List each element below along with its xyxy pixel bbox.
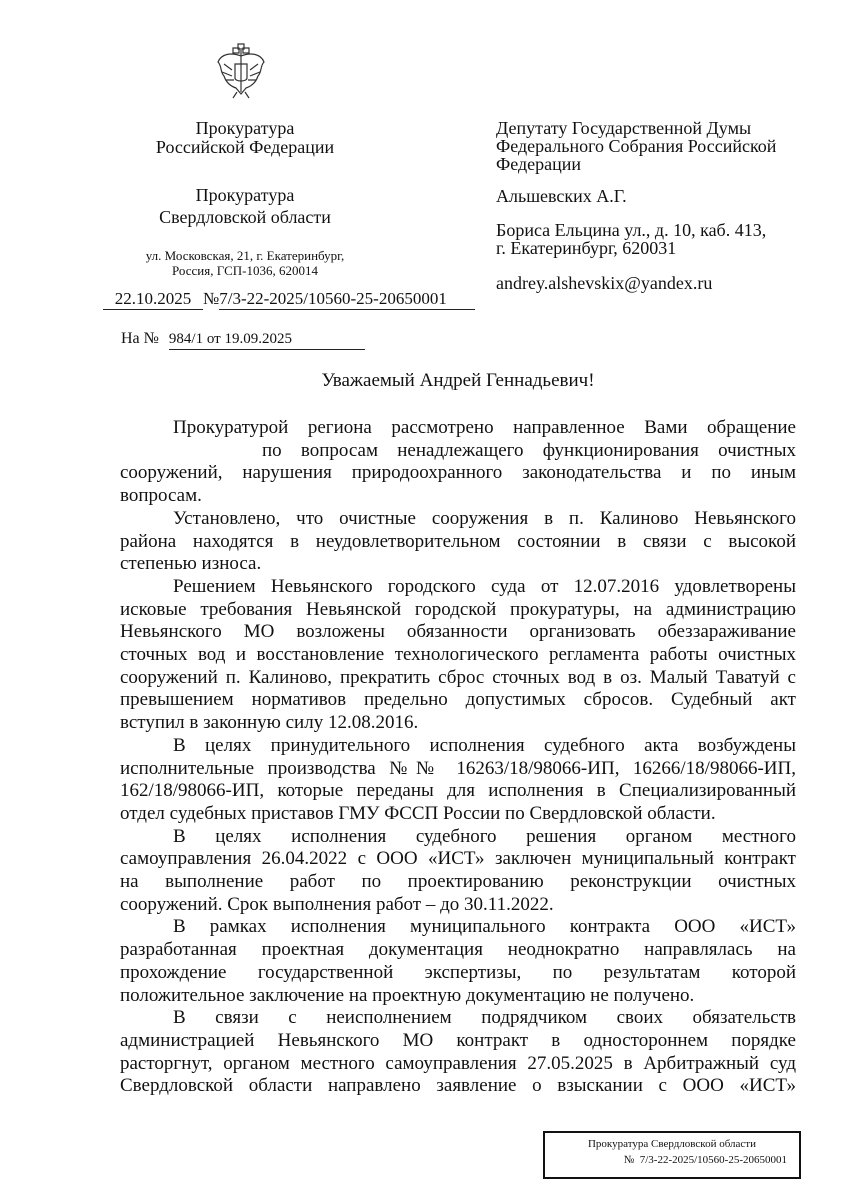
sender-org-regional xyxy=(120,184,370,228)
paragraph-line: самоуправления 26.04.2022 с ООО «ИСТ» заключен муниципальный контракт xyxy=(120,848,796,870)
document-date: 22.10.2025 xyxy=(103,289,203,310)
state-emblem-icon xyxy=(216,42,266,100)
recipient-address-line: Бориса Ельцина ул., д. 10, каб. 413, xyxy=(496,220,767,240)
stamp-number: 7/3-22-2025/10560-25-20650001 xyxy=(639,1154,787,1166)
address-line: ул. Московская, 21, г. Екатеринбург, xyxy=(145,248,345,263)
paragraph-line: исполнительные производства №№ 16263/18/98066-ИП, 16266/18/98066-ИП, xyxy=(120,757,796,779)
recipient-email: andrey.alshevskix@yandex.ru xyxy=(496,273,713,293)
paragraph-line: Решением Невьянского городского суда от 12.07.2016 удовлетворены xyxy=(173,575,796,597)
paragraph-line: отдел судебных приставов ГМУ ФССП России по Свердловской области. xyxy=(120,802,716,824)
paragraph-line: положительное заключение на проектную документацию не получено. xyxy=(120,984,695,1006)
document-number: 7/3-22-2025/10560-25-20650001 xyxy=(219,289,475,310)
org-line: Российской Федерации xyxy=(155,137,335,157)
paragraph-line: расторгнут, органом местного самоуправления 27.05.2025 в Арбитражный суд xyxy=(120,1052,796,1074)
paragraph-line: Невьянского МО возложены обязанности организовать обеззараживание xyxy=(120,621,796,643)
paragraph-line: 162/18/98066-ИП, которые переданы для исполнения в Специализированный xyxy=(120,780,796,802)
sender-org-federal xyxy=(120,119,370,157)
paragraph-line: В целях принудительного исполнения судебного акта возбуждены xyxy=(173,734,796,756)
paragraph-line: вопросам. xyxy=(120,485,202,507)
number-sign: № xyxy=(203,289,220,308)
paragraph xyxy=(120,916,796,1007)
greeting: Уважаемый Андрей Геннадьевич! xyxy=(321,370,595,391)
paragraph-line: Установлено, что очистные сооружения в п. Калиново Невьянского xyxy=(173,507,796,529)
paragraph-line: сооружений п. Калиново, прекратить сброс сточных вод в оз. Малый Таватуй с xyxy=(120,666,796,688)
paragraph-line: В связи с неисполнением подрядчиком своих обязательств xyxy=(173,1007,796,1029)
recipient-title-line: Депутату Государственной Думы xyxy=(496,118,752,138)
paragraph-line: степенью износа. xyxy=(120,553,262,575)
paragraph xyxy=(120,508,796,576)
paragraph-line: сооружений, нарушения природоохранного законодательства и по иным xyxy=(120,462,796,484)
org-line: Прокуратура xyxy=(195,185,295,205)
sender-address xyxy=(110,248,380,278)
org-line: Прокуратура xyxy=(195,118,295,138)
recipient-title-line: Федерации xyxy=(496,154,582,174)
paragraph-line: на выполнение работ по проектированию реконструкции очистных xyxy=(120,871,796,893)
recipient-address-line: г. Екатеринбург, 620031 xyxy=(496,238,677,258)
paragraph-line: сооружений. Срок выполнения работ – до 30.11.2022. xyxy=(120,893,554,915)
paragraph-line: В рамках исполнения муниципального контракта ООО «ИСТ» xyxy=(173,916,796,938)
paragraph xyxy=(120,735,796,826)
recipient-name: Альшевских А.Г. xyxy=(496,186,627,206)
paragraph-line: администрацией Невьянского МО контракт в одностороннем порядке xyxy=(120,1029,796,1051)
paragraph-line: Прокуратурой региона рассмотрено направленное Вами обращение xyxy=(173,417,796,438)
stamp-number-sign: № xyxy=(623,1154,635,1166)
letter-body xyxy=(120,417,796,1098)
paragraph-line: Свердловской области направлено заявление о взыскании с ООО «ИСТ» xyxy=(120,1075,796,1097)
paragraph-line: вступил в законную силу 12.08.2016. xyxy=(120,712,419,734)
reference-value: 984/1 от 19.09.2025 xyxy=(169,329,365,350)
paragraph-line: района находятся в неудовлетворительном состоянии в связи с высокой xyxy=(120,530,796,552)
reference-label: На № xyxy=(121,330,159,347)
paragraph-line: превышением нормативов предельно допустимых сбросов. Судебный акт xyxy=(120,689,796,711)
outgoing-number-line xyxy=(103,289,475,310)
stamp-org: Прокуратура Свердловской области xyxy=(587,1138,757,1150)
paragraph-line: прохождение государственной экспертизы, по результатам которой xyxy=(120,961,796,983)
paragraph xyxy=(120,417,796,508)
paragraph xyxy=(120,826,796,917)
paragraph-line: В целях исполнения судебного решения органом местного xyxy=(173,825,796,847)
paragraph-line: исковые требования Невьянской городской прокуратуры, на администрацию xyxy=(120,598,796,620)
recipient-block xyxy=(496,119,816,292)
paragraph-line: сточных вод и восстановление технологического регламента работы очистных xyxy=(120,644,796,666)
reference-line xyxy=(121,329,365,350)
registration-stamp xyxy=(543,1131,801,1179)
paragraph xyxy=(120,1007,796,1098)
org-line: Свердловской области xyxy=(159,207,331,227)
paragraph xyxy=(120,576,796,735)
recipient-title-line: Федерального Собрания Российской xyxy=(496,136,777,156)
paragraph-line: разработанная проектная документация неоднократно направлялась на xyxy=(120,939,796,961)
address-line: Россия, ГСП-1036, 620014 xyxy=(172,263,318,278)
paragraph-line: по вопросам ненадлежащего функционирования очистных xyxy=(262,439,796,461)
